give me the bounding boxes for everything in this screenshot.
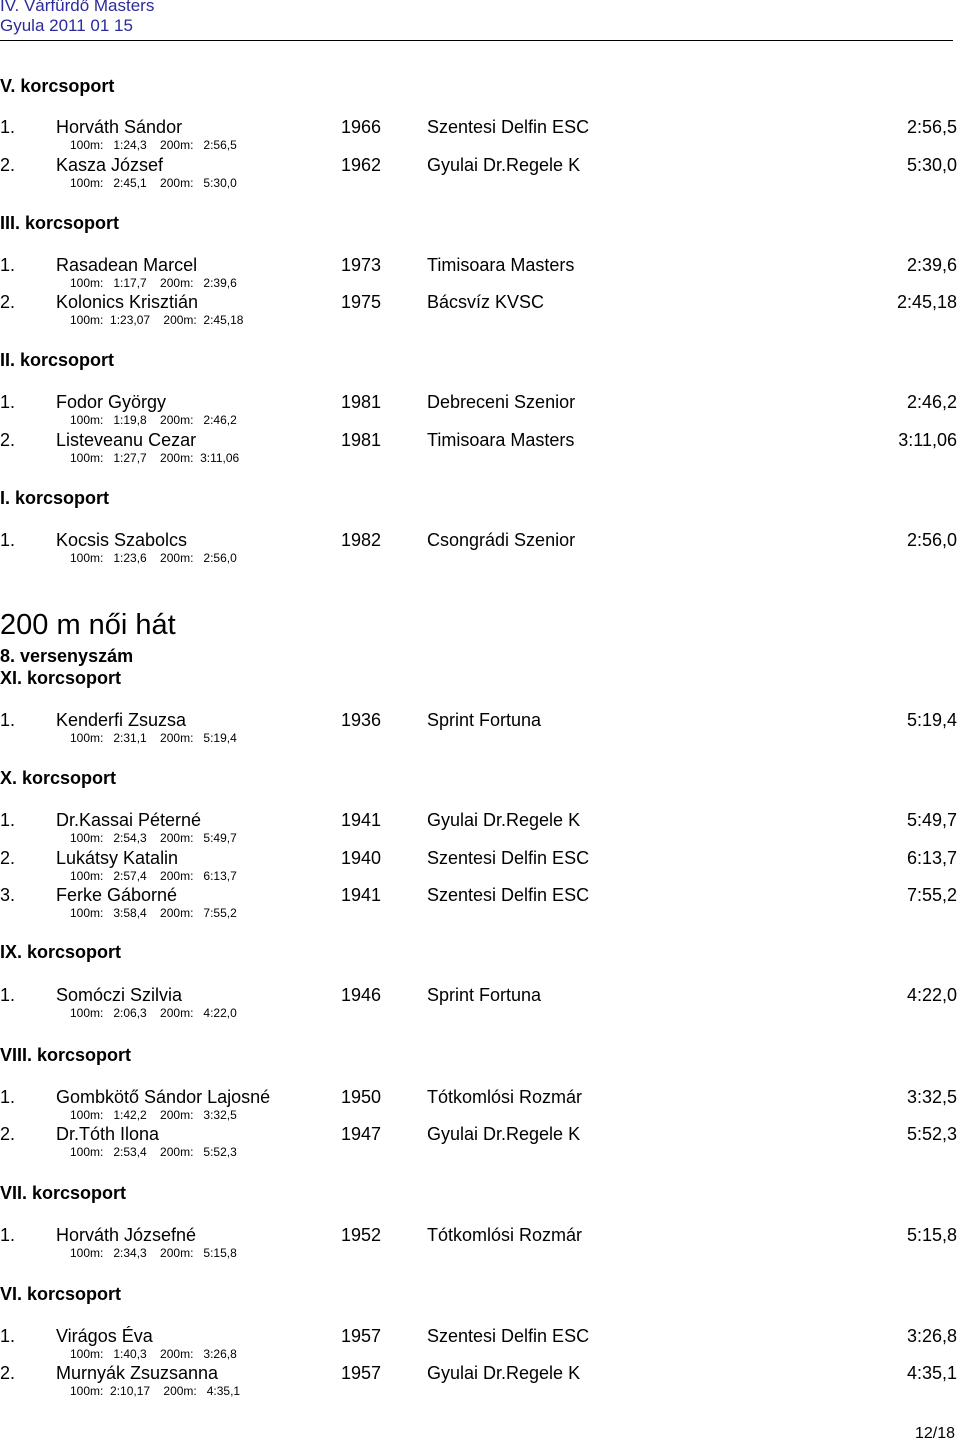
swimmer-name: Virágos Éva	[56, 1326, 153, 1346]
final-time: 5:19,4	[906, 710, 957, 730]
result-row	[0, 255, 960, 293]
event-title: 200 m női hát	[0, 609, 176, 641]
birth-year: 1940	[341, 848, 382, 868]
club-name: Sprint Fortuna	[427, 985, 542, 1005]
swimmer-name: Gombkötő Sándor Lajosné	[56, 1087, 271, 1107]
club-name: Bácsvíz KVSC	[427, 292, 545, 312]
competition-title: IV. Várfürdő Masters	[0, 0, 155, 15]
swimmer-name: Rasadean Marcel	[56, 255, 198, 275]
club-name: Timisoara Masters	[427, 430, 575, 450]
age-group-title: VII. korcsoport	[0, 1183, 127, 1203]
swimmer-name: Lukátsy Katalin	[56, 848, 179, 868]
age-group-title: I. korcsoport	[0, 488, 110, 508]
birth-year: 1947	[341, 1124, 382, 1144]
split-times: 100m: 2:06,3 200m: 4:22,0	[70, 1006, 237, 1020]
split-times: 100m: 2:53,4 200m: 5:52,3	[70, 1145, 237, 1159]
club-name: Sprint Fortuna	[427, 710, 542, 730]
result-row	[0, 117, 960, 155]
split-times: 100m: 3:58,4 200m: 7:55,2	[70, 906, 237, 920]
club-name: Csongrádi Szenior	[427, 530, 576, 550]
rank: 1.	[0, 392, 16, 412]
split-times: 100m: 1:40,3 200m: 3:26,8	[70, 1347, 237, 1361]
final-time: 7:55,2	[906, 885, 957, 905]
age-group-title: III. korcsoport	[0, 213, 120, 233]
page-number: 12/18	[914, 1425, 955, 1442]
swimmer-name: Murnyák Zsuzsanna	[56, 1363, 219, 1383]
final-time: 6:13,7	[906, 848, 957, 868]
birth-year: 1982	[341, 530, 382, 550]
rank: 2.	[0, 155, 16, 175]
final-time: 5:49,7	[906, 810, 957, 830]
split-times: 100m: 1:17,7 200m: 2:39,6	[70, 276, 237, 290]
result-row	[0, 1326, 960, 1364]
rank: 2.	[0, 848, 16, 868]
birth-year: 1957	[341, 1326, 382, 1346]
birth-year: 1941	[341, 885, 382, 905]
rank: 1.	[0, 810, 16, 830]
swimmer-name: Horváth Sándor	[56, 117, 183, 137]
result-row	[0, 1363, 960, 1401]
final-time: 2:39,6	[906, 255, 957, 275]
rank: 2.	[0, 430, 16, 450]
split-times: 100m: 2:54,3 200m: 5:49,7	[70, 831, 237, 845]
header-divider	[0, 40, 953, 41]
rank: 1.	[0, 1087, 16, 1107]
competition-date: Gyula 2011 01 15	[0, 16, 133, 35]
birth-year: 1966	[341, 117, 382, 137]
club-name: Szentesi Delfin ESC	[427, 848, 590, 868]
final-time: 4:22,0	[906, 985, 957, 1005]
age-group-title: X. korcsoport	[0, 768, 117, 788]
rank: 1.	[0, 1225, 16, 1245]
age-group-title: VIII. korcsoport	[0, 1045, 132, 1065]
split-times: 100m: 2:31,1 200m: 5:19,4	[70, 731, 237, 745]
club-name: Gyulai Dr.Regele K	[427, 1363, 581, 1383]
birth-year: 1973	[341, 255, 382, 275]
final-time: 2:56,5	[906, 117, 957, 137]
final-time: 4:35,1	[906, 1363, 957, 1383]
birth-year: 1981	[341, 430, 382, 450]
result-row	[0, 810, 960, 848]
rank: 1.	[0, 530, 16, 550]
rank: 1.	[0, 1326, 16, 1346]
split-times: 100m: 1:27,7 200m: 3:11,06	[70, 451, 240, 465]
rank: 1.	[0, 985, 16, 1005]
swimmer-name: Horváth Józsefné	[56, 1225, 197, 1245]
final-time: 3:11,06	[898, 430, 957, 450]
final-time: 3:32,5	[906, 1087, 957, 1107]
final-time: 5:52,3	[906, 1124, 957, 1144]
split-times: 100m: 2:34,3 200m: 5:15,8	[70, 1246, 237, 1260]
club-name: Debreceni Szenior	[427, 392, 576, 412]
split-times: 100m: 1:19,8 200m: 2:46,2	[70, 413, 237, 427]
birth-year: 1957	[341, 1363, 382, 1383]
birth-year: 1952	[341, 1225, 382, 1245]
age-group-title: VI. korcsoport	[0, 1284, 122, 1304]
age-group-title: XI. korcsoport	[0, 668, 122, 688]
final-time: 2:56,0	[906, 530, 957, 550]
rank: 1.	[0, 710, 16, 730]
split-times: 100m: 1:24,3 200m: 2:56,5	[70, 138, 237, 152]
club-name: Gyulai Dr.Regele K	[427, 1124, 581, 1144]
result-row	[0, 710, 960, 748]
age-group-title: II. korcsoport	[0, 350, 115, 370]
result-row	[0, 430, 960, 468]
split-times: 100m: 1:23,6 200m: 2:56,0	[70, 551, 237, 565]
club-name: Szentesi Delfin ESC	[427, 1326, 590, 1346]
swimmer-name: Kocsis Szabolcs	[56, 530, 188, 550]
club-name: Gyulai Dr.Regele K	[427, 155, 581, 175]
split-times: 100m: 2:45,1 200m: 5:30,0	[70, 176, 237, 190]
event-number: 8. versenyszám	[0, 646, 134, 666]
club-name: Gyulai Dr.Regele K	[427, 810, 581, 830]
swimmer-name: Dr.Kassai Péterné	[56, 810, 202, 830]
result-row	[0, 1087, 960, 1125]
swimmer-name: Listeveanu Cezar	[56, 430, 197, 450]
age-group-title: V. korcsoport	[0, 76, 115, 96]
final-time: 5:30,0	[906, 155, 957, 175]
club-name: Timisoara Masters	[427, 255, 575, 275]
result-row	[0, 155, 960, 193]
rank: 2.	[0, 1363, 16, 1383]
club-name: Szentesi Delfin ESC	[427, 117, 590, 137]
result-row	[0, 530, 960, 568]
swimmer-name: Fodor György	[56, 392, 167, 412]
result-row	[0, 1124, 960, 1162]
birth-year: 1936	[341, 710, 382, 730]
split-times: 100m: 2:57,4 200m: 6:13,7	[70, 869, 237, 883]
final-time: 5:15,8	[906, 1225, 957, 1245]
birth-year: 1975	[341, 292, 382, 312]
birth-year: 1981	[341, 392, 382, 412]
club-name: Szentesi Delfin ESC	[427, 885, 590, 905]
result-row	[0, 392, 960, 430]
birth-year: 1950	[341, 1087, 382, 1107]
birth-year: 1962	[341, 155, 382, 175]
split-times: 100m: 1:42,2 200m: 3:32,5	[70, 1108, 237, 1122]
club-name: Tótkomlósi Rozmár	[427, 1225, 583, 1245]
result-row	[0, 1225, 960, 1263]
swimmer-name: Kasza József	[56, 155, 164, 175]
club-name: Tótkomlósi Rozmár	[427, 1087, 583, 1107]
rank: 1.	[0, 117, 16, 137]
swimmer-name: Dr.Tóth Ilona	[56, 1124, 160, 1144]
rank: 2.	[0, 1124, 16, 1144]
result-row	[0, 885, 960, 923]
swimmer-name: Kolonics Krisztián	[56, 292, 199, 312]
final-time: 3:26,8	[906, 1326, 957, 1346]
rank: 3.	[0, 885, 16, 905]
split-times: 100m: 2:10,17 200m: 4:35,1	[70, 1384, 241, 1398]
result-row	[0, 848, 960, 886]
birth-year: 1941	[341, 810, 382, 830]
rank: 1.	[0, 255, 16, 275]
final-time: 2:45,18	[896, 292, 957, 312]
result-row	[0, 292, 960, 330]
split-times: 100m: 1:23,07 200m: 2:45,18	[70, 313, 244, 327]
swimmer-name: Somóczi Szilvia	[56, 985, 183, 1005]
birth-year: 1946	[341, 985, 382, 1005]
final-time: 2:46,2	[906, 392, 957, 412]
swimmer-name: Ferke Gáborné	[56, 885, 178, 905]
rank: 2.	[0, 292, 16, 312]
age-group-title: IX. korcsoport	[0, 942, 122, 962]
swimmer-name: Kenderfi Zsuzsa	[56, 710, 187, 730]
result-row	[0, 985, 960, 1023]
